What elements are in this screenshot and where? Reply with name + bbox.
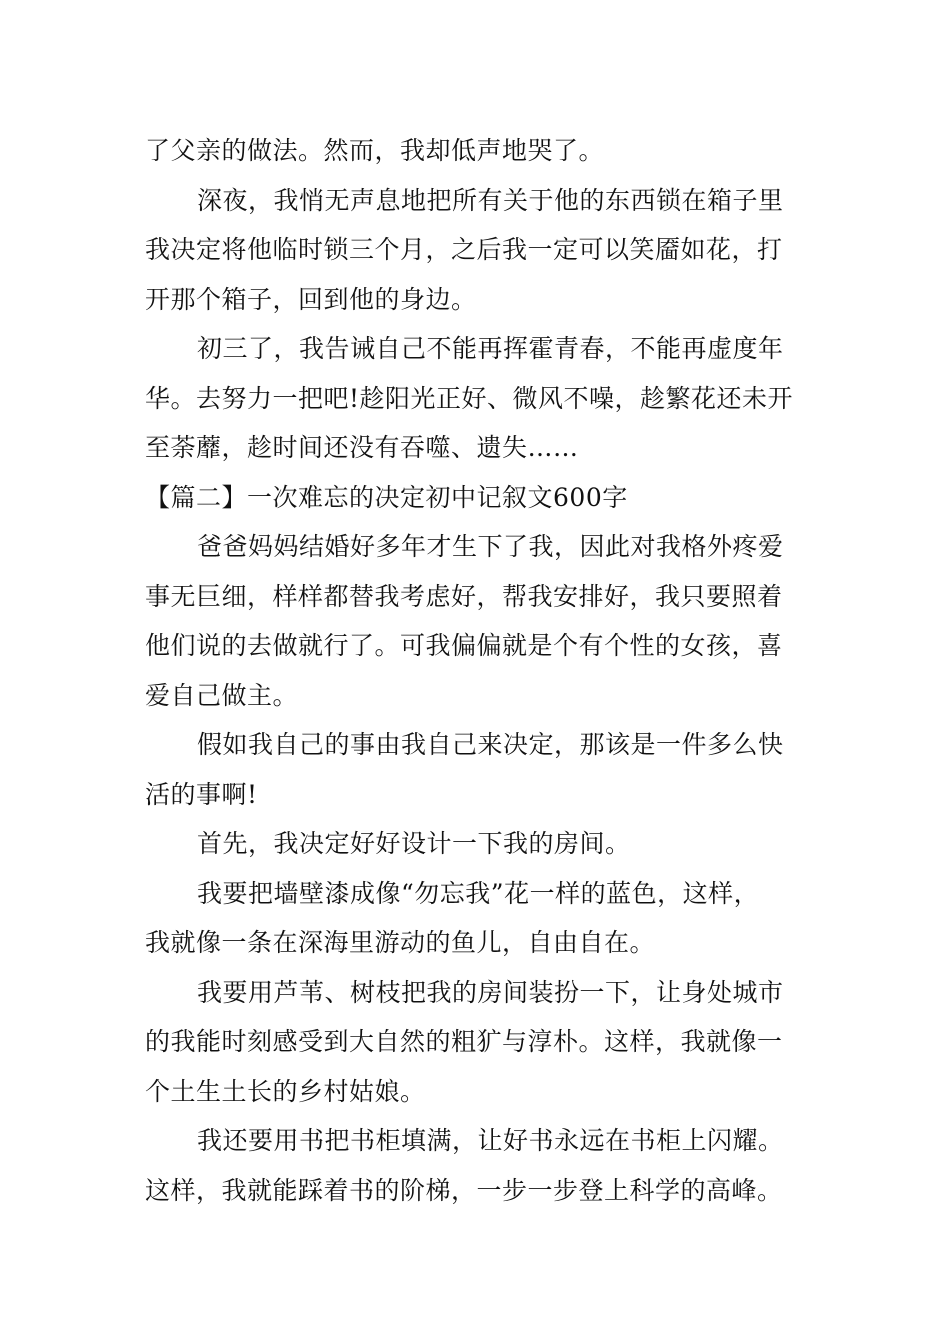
paragraph-start-line: 初三了，我告诫自己不能再挥霍青春，不能再虚度年 xyxy=(197,334,784,363)
paragraph-start-line: 我要把墙壁漆成像“勿忘我”花一样的蓝色，这样， xyxy=(197,878,760,908)
paragraph-start-line: 假如我自己的事由我自己来决定，那该是一件多么快 xyxy=(197,730,784,759)
paragraph-start-line: 我要用芦苇、树枝把我的房间装扮一下，让身处城市 xyxy=(197,977,784,1007)
text-line: 爱自己做主。 xyxy=(145,680,299,710)
paragraph-start-line: 首先，我决定好好设计一下我的房间。 xyxy=(197,829,631,858)
text-line: 个土生土长的乡村姑娘。 xyxy=(145,1076,426,1106)
text-line: 开那个箱子，回到他的身边。 xyxy=(145,284,477,314)
text-line: 的我能时刻感受到大自然的粗犷与淳朴。这样，我就像一 xyxy=(145,1027,783,1056)
text-line: 至荼蘼，趁时间还没有吞噬、遗失…… xyxy=(145,433,579,462)
text-line: 我决定将他临时锁三个月，之后我一定可以笑靥如花，打 xyxy=(145,235,783,264)
paragraph-start-line: 深夜，我悄无声息地把所有关于他的东西锁在箱子里 xyxy=(197,185,784,215)
paragraph-start-line: 爸爸妈妈结婚好多年才生下了我，因此对我格外疼爱 xyxy=(197,532,784,561)
text-line: 这样，我就能踩着书的阶梯，一步一步登上科学的高峰。 xyxy=(145,1175,783,1205)
text-line: 事无巨细，样样都替我考虑好，帮我安排好，我只要照着 xyxy=(145,581,783,611)
text-line: 了父亲的做法。然而，我却低声地哭了。 xyxy=(145,136,605,165)
text-line: 活的事啊! xyxy=(145,779,258,809)
document-body xyxy=(145,126,810,1215)
section-heading: 【篇二】一次难忘的决定初中记叙文600字 xyxy=(145,482,628,512)
text-line: 我就像一条在深海里游动的鱼儿，自由自在。 xyxy=(145,928,656,957)
paragraph-start-line: 我还要用书把书柜填满，让好书永远在书柜上闪耀。 xyxy=(197,1126,784,1155)
text-line: 华。去努力一把吧!趁阳光正好、微风不噪，趁繁花还未开 xyxy=(145,383,794,413)
text-line: 他们说的去做就行了。可我偏偏就是个有个性的女孩，喜 xyxy=(145,631,783,660)
